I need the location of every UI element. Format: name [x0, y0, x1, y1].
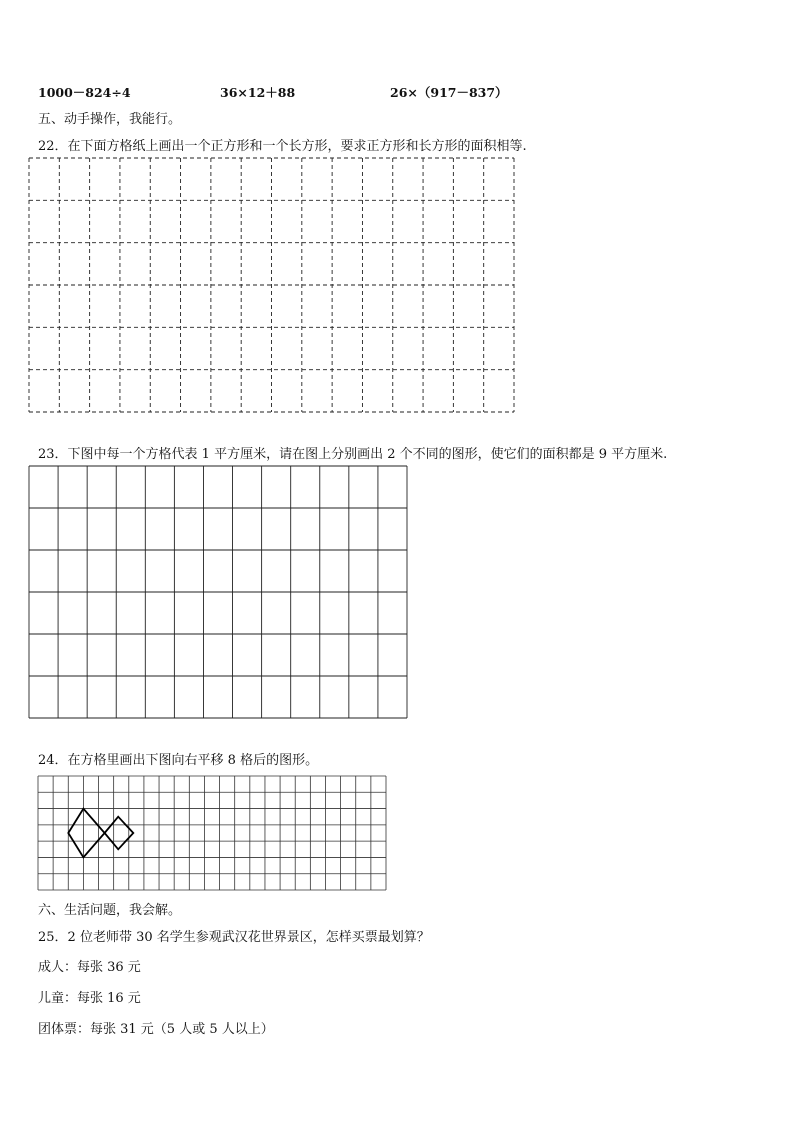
calc-expression-3: 26×（917－837）	[390, 85, 508, 100]
translation-shape-left-diamond	[68, 809, 104, 858]
question-23-grid	[29, 466, 408, 719]
question-22-text: 22．在下面方格纸上画出一个正方形和一个长方形，要求正方形和长方形的面积相等.	[38, 139, 527, 154]
question-23-text: 23．下图中每一个方格代表 1 平方厘米，请在图上分别画出 2 个不同的图形，使它们的面积都是 9 平方厘米.	[38, 447, 668, 462]
question-22-dashed-grid	[29, 158, 515, 413]
calc-expression-2: 36×12＋88	[220, 85, 296, 100]
question-24-grid	[38, 776, 387, 891]
question-24-text: 24．在方格里画出下图向右平移 8 格后的图形。	[38, 753, 319, 768]
question-25-text: 25．2 位老师带 30 名学生参观武汉花世界景区，怎样买票最划算？	[38, 930, 430, 945]
section-5-heading: 五、动手操作，我能行。	[38, 112, 182, 127]
ticket-price-adult: 成人：每张 36 元	[38, 960, 141, 975]
calc-expression-1: 1000－824÷4	[38, 85, 131, 100]
section-6-heading: 六、生活问题，我会解。	[38, 903, 182, 918]
ticket-price-group: 团体票：每张 31 元（5 人或 5 人以上）	[38, 1022, 274, 1037]
ticket-price-child: 儿童：每张 16 元	[38, 991, 141, 1006]
